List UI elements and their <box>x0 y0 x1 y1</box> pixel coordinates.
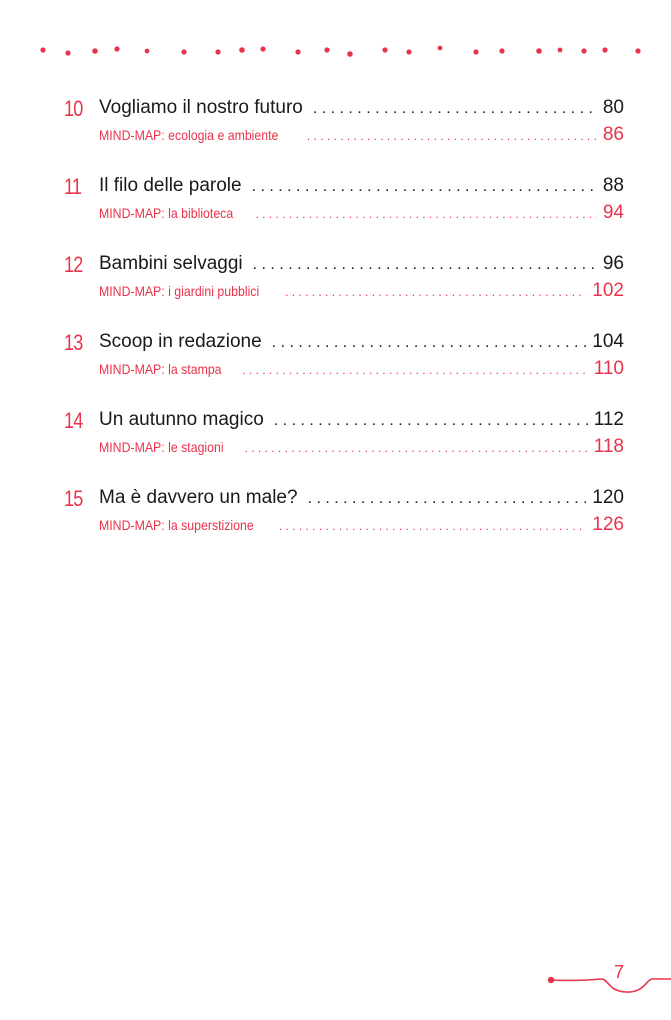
mindmap-label: MIND-MAP: la biblioteca <box>99 205 234 221</box>
mindmap-line[interactable] <box>99 358 624 380</box>
dot-leader <box>313 100 597 118</box>
mindmap-line[interactable] <box>99 202 624 224</box>
dot-leader <box>308 490 587 508</box>
chapter-page: 88 <box>602 175 624 196</box>
mindmap-page: 126 <box>592 514 624 535</box>
chapter-number: 15 <box>64 486 83 511</box>
mindmap-line[interactable] <box>99 280 624 302</box>
chapter-title: Un autunno magico <box>99 409 264 430</box>
chapter-number: 10 <box>64 96 83 121</box>
toc-entry <box>64 408 624 486</box>
mindmap-page: 118 <box>593 436 624 457</box>
chapter-page: 96 <box>602 253 624 274</box>
dot-leader <box>242 363 587 377</box>
mindmap-line[interactable] <box>99 436 624 458</box>
chapter-page: 112 <box>593 409 624 430</box>
dot-leader <box>253 256 597 274</box>
chapter-page: 120 <box>592 487 624 508</box>
toc-entry <box>64 174 624 252</box>
chapter-line[interactable] <box>99 97 624 119</box>
mindmap-line[interactable] <box>99 124 624 146</box>
dot-leader <box>245 441 588 455</box>
dot-leader <box>307 129 597 143</box>
mindmap-label: MIND-MAP: le stagioni <box>99 439 224 455</box>
mindmap-line[interactable] <box>99 514 624 536</box>
page-number: 7 <box>614 962 625 982</box>
chapter-line[interactable] <box>99 487 624 509</box>
dot-leader <box>274 412 588 430</box>
mindmap-label: MIND-MAP: i giardini pubblici <box>99 283 260 299</box>
chapter-title: Ma è davvero un male? <box>99 487 298 508</box>
mindmap-page: 94 <box>602 202 624 223</box>
dot-leader <box>285 285 586 299</box>
mindmap-label: MIND-MAP: ecologia e ambiente <box>99 127 279 143</box>
mindmap-page: 102 <box>592 280 624 301</box>
dot-leader <box>252 178 597 196</box>
toc-entry <box>64 330 624 408</box>
mindmap-page: 86 <box>602 124 624 145</box>
chapter-number: 12 <box>64 252 83 277</box>
chapter-title: Vogliamo il nostro futuro <box>99 97 303 118</box>
chapter-page: 80 <box>602 97 624 118</box>
chapter-number: 11 <box>64 174 82 199</box>
toc-entry <box>64 96 624 174</box>
chapter-page: 104 <box>592 331 624 352</box>
table-of-contents <box>64 96 624 564</box>
toc-entry <box>64 252 624 330</box>
chapter-title: Bambini selvaggi <box>99 253 243 274</box>
chapter-number: 14 <box>64 408 83 433</box>
chapter-line[interactable] <box>99 175 624 197</box>
decorative-dots-border <box>0 38 671 68</box>
mindmap-page: 110 <box>593 358 624 379</box>
chapter-number: 13 <box>64 330 83 355</box>
mindmap-label: MIND-MAP: la superstizione <box>99 517 254 533</box>
chapter-title: Il filo delle parole <box>99 175 242 196</box>
chapter-line[interactable] <box>99 331 624 353</box>
dot-leader <box>279 519 586 533</box>
toc-entry <box>64 486 624 564</box>
chapter-title: Scoop in redazione <box>99 331 262 352</box>
dot-leader <box>272 334 587 352</box>
chapter-line[interactable] <box>99 409 624 431</box>
chapter-line[interactable] <box>99 253 624 275</box>
mindmap-label: MIND-MAP: la stampa <box>99 361 222 377</box>
footer-ornament <box>540 955 671 1005</box>
dot-leader <box>256 207 597 221</box>
